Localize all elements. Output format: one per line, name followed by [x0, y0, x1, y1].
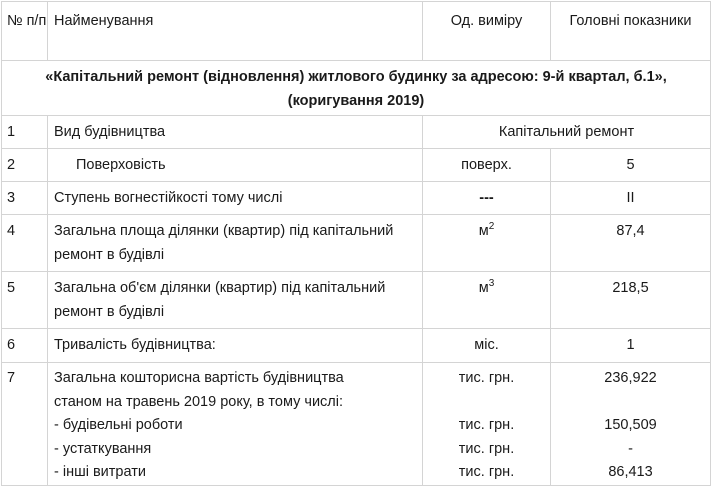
unit-sup: 3 [488, 278, 495, 290]
unit-sup: 2 [488, 221, 495, 233]
project-title-line2: (коригування 2019) [287, 93, 425, 109]
row-unit [423, 272, 551, 329]
cost-line-value: 86,413 [608, 464, 653, 480]
row-name-line2: ремонт в будівлі [54, 247, 165, 263]
table-row [2, 272, 711, 329]
row-value [551, 363, 711, 486]
table-row [2, 363, 711, 486]
row-no: 7 [2, 363, 48, 486]
row-name: Ступень вогнестійкості тому числі [48, 182, 423, 215]
cost-line-value [551, 391, 710, 415]
header-name: Найменування [48, 2, 423, 61]
header-value: Головні показники [551, 2, 711, 61]
row-no: 1 [2, 116, 48, 149]
row-unit: поверх. [423, 149, 551, 182]
table-row [2, 116, 711, 149]
row-unit: міс. [423, 329, 551, 363]
row-value: 218,5 [551, 272, 711, 329]
table-row [2, 149, 711, 182]
cost-line-name: - інші витрати [54, 464, 146, 480]
row-name-line2: ремонт в будівлі [54, 304, 165, 320]
cost-line-name: станом на травень 2019 року, в тому числі: [54, 393, 344, 410]
row-name-line1: Загальна об'єм ділянки (квартир) під капітальний [54, 280, 386, 296]
unit-base: м [478, 280, 489, 296]
cost-line-unit: тис. грн. [458, 464, 515, 480]
cost-line-unit: тис. грн. [458, 440, 515, 457]
title-row [2, 61, 711, 116]
cost-line-value: - [628, 440, 633, 457]
cost-line-value: 150,509 [604, 417, 657, 433]
row-name [48, 363, 423, 486]
row-name [48, 272, 423, 329]
project-title [2, 61, 711, 116]
table-row [2, 329, 711, 363]
row-unit [423, 363, 551, 486]
table-row [2, 182, 711, 215]
cost-line-unit [423, 391, 550, 415]
cost-line-value: 236,922 [604, 370, 657, 386]
unit-base: м [478, 223, 489, 239]
row-unit [423, 215, 551, 272]
cost-line-name: Загальна кошторисна вартість будівництва [54, 370, 344, 386]
row-no: 3 [2, 182, 48, 215]
cost-line-name: - будівельні роботи [54, 417, 183, 433]
row-no: 6 [2, 329, 48, 363]
row-value: 5 [551, 149, 711, 182]
table-row [2, 215, 711, 272]
row-no: 2 [2, 149, 48, 182]
cost-line-name: - устаткування [54, 440, 152, 457]
row-name: Поверховість [48, 149, 423, 182]
row-name [48, 215, 423, 272]
cost-line-unit: тис. грн. [458, 417, 515, 433]
row-name: Тривалість будівництва: [48, 329, 423, 363]
row-value: 1 [551, 329, 711, 363]
project-title-line1: «Капітальний ремонт (відновлення) житлового будинку за адресою: 9-й квартал, б.1», [45, 69, 667, 85]
row-value: ІІ [551, 182, 711, 215]
header-row [2, 2, 711, 61]
row-name: Вид будівництва [48, 116, 423, 149]
row-value: Капітальний ремонт [423, 116, 711, 149]
row-value: 87,4 [551, 215, 711, 272]
header-no: № п/п [2, 2, 48, 61]
row-no: 5 [2, 272, 48, 329]
row-name-line1: Загальна площа ділянки (квартир) під капітальний [54, 223, 394, 239]
cost-line-unit: тис. грн. [458, 370, 515, 386]
indicators-table [1, 1, 711, 486]
header-unit: Од. виміру [423, 2, 551, 61]
row-no: 4 [2, 215, 48, 272]
row-unit: --- [423, 182, 551, 215]
